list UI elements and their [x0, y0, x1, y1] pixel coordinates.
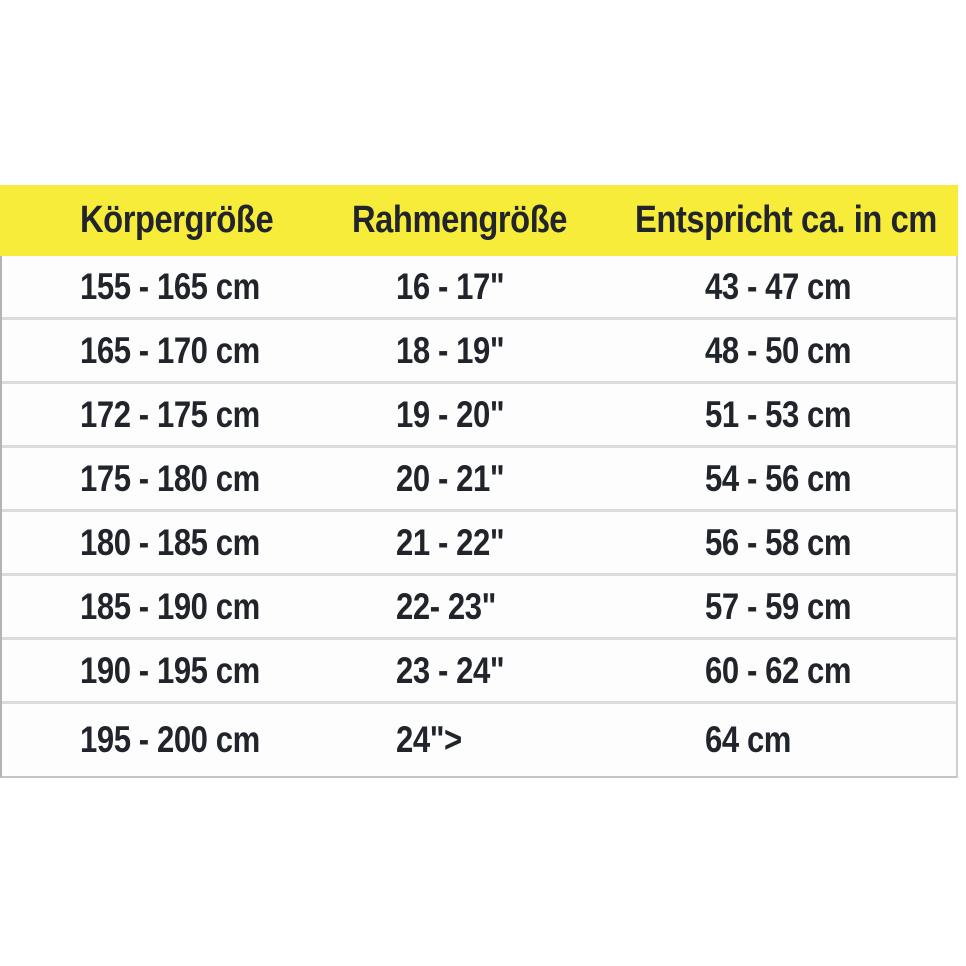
body-height-value: 195 - 200 cm: [80, 719, 260, 760]
table-row: [2, 320, 956, 384]
table-cell: [604, 640, 956, 701]
cm-equivalent-value: 57 - 59 cm: [705, 585, 852, 627]
table-header-row: [0, 185, 958, 256]
table-cell: [2, 512, 316, 573]
cm-equivalent-value: 48 - 50 cm: [705, 329, 852, 371]
cm-equivalent-value: 54 - 56 cm: [705, 457, 852, 499]
table-cell: [316, 448, 605, 509]
frame-size-value: 22- 23": [395, 585, 496, 627]
body-height-value: 190 - 195 cm: [80, 649, 260, 691]
body-height-value: 172 - 175 cm: [80, 393, 260, 435]
table-cell: [2, 640, 316, 701]
table-body: [0, 256, 958, 778]
header-cell-frame-size: [315, 185, 605, 256]
table-cell: [604, 512, 956, 573]
table-cell: [604, 448, 956, 509]
frame-size-value: 21 - 22": [395, 521, 504, 563]
table-cell: [2, 256, 316, 317]
body-height-value: 175 - 180 cm: [80, 457, 260, 499]
table-cell: [316, 256, 605, 317]
header-label-body-height: Körpergröße: [80, 199, 274, 241]
body-height-value: 165 - 170 cm: [80, 329, 260, 371]
table-cell: [316, 704, 605, 776]
table-cell: [604, 704, 956, 776]
frame-size-value: 23 - 24": [395, 649, 504, 691]
table-cell: [604, 384, 956, 445]
frame-size-value: 24">: [395, 719, 462, 760]
table-row: [2, 576, 956, 640]
frame-size-value: 16 - 17": [395, 265, 504, 307]
table-cell: [316, 512, 605, 573]
cm-equivalent-value: 51 - 53 cm: [705, 393, 852, 435]
table-cell: [604, 320, 956, 381]
table-cell: [2, 704, 316, 776]
table-row: [2, 448, 956, 512]
cm-equivalent-value: 43 - 47 cm: [705, 265, 852, 307]
table-row: [2, 384, 956, 448]
cm-equivalent-value: 60 - 62 cm: [705, 649, 852, 691]
header-label-cm-equivalent: Entspricht ca. in cm: [635, 199, 937, 241]
table-cell: [2, 576, 316, 637]
header-cell-cm-equivalent: [605, 185, 958, 256]
table-row: [2, 256, 956, 320]
table-cell: [604, 256, 956, 317]
table-row: [2, 704, 956, 776]
header-cell-body-height: [0, 185, 315, 256]
bike-size-chart-table: [0, 185, 958, 778]
table-cell: [316, 640, 605, 701]
table-cell: [316, 320, 605, 381]
table-row: [2, 640, 956, 704]
body-height-value: 155 - 165 cm: [80, 265, 260, 307]
frame-size-value: 20 - 21": [395, 457, 504, 499]
table-cell: [2, 448, 316, 509]
table-cell: [2, 320, 316, 381]
frame-size-value: 18 - 19": [395, 329, 504, 371]
frame-size-value: 19 - 20": [395, 393, 504, 435]
table-cell: [316, 576, 605, 637]
table-cell: [604, 576, 956, 637]
table-cell: [2, 384, 316, 445]
body-height-value: 180 - 185 cm: [80, 521, 260, 563]
cm-equivalent-value: 56 - 58 cm: [705, 521, 852, 563]
body-height-value: 185 - 190 cm: [80, 585, 260, 627]
cm-equivalent-value: 64 cm: [705, 719, 792, 760]
header-label-frame-size: Rahmengröße: [352, 199, 567, 241]
table-row: [2, 512, 956, 576]
table-cell: [316, 384, 605, 445]
